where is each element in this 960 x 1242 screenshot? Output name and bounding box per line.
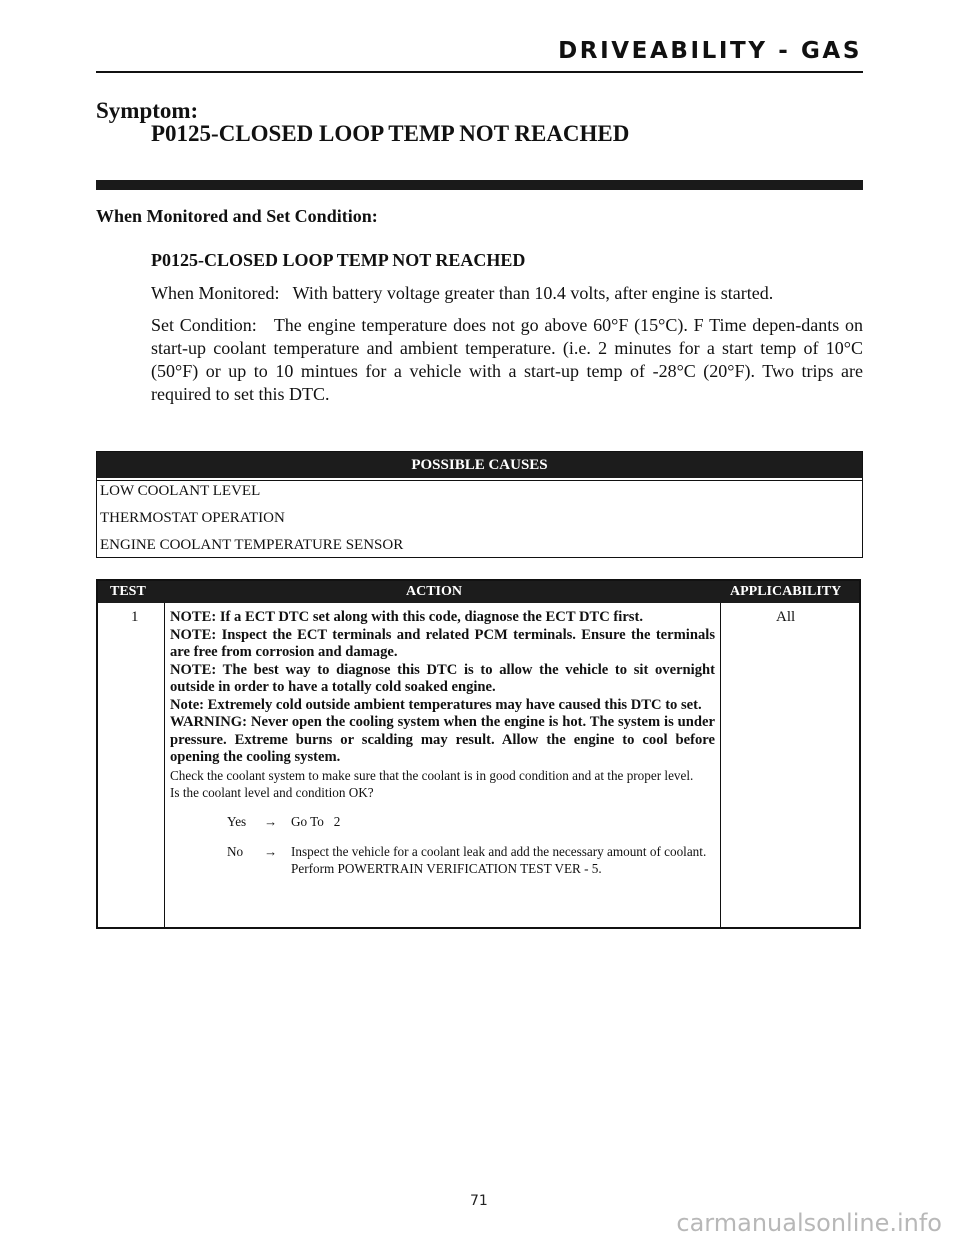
dtc-subtitle: P0125-CLOSED LOOP TEMP NOT REACHED [151, 250, 526, 270]
action-cell [170, 609, 715, 877]
section-title: DRIVEABILITY - GAS [558, 38, 862, 64]
instruction-text: Check the coolant system to make sure that the coolant is in good condition and at the proper level. [170, 767, 694, 783]
no-action [291, 843, 715, 877]
header-rule [96, 71, 863, 73]
possible-causes-box [96, 451, 863, 558]
cause-item: ENGINE COOLANT TEMPERATURE SENSOR [100, 537, 404, 553]
note-text: NOTE: Inspect the ECT terminals and related PCM terminals. Ensure the terminals are free from corrosion and damage. [170, 626, 715, 660]
set-condition-text: Set Condition: The engine temperature does not go above 60°F (15°C). F Time depen-dants on start-up coolant temperature and ambient temperature. (i.e. 2 minutes for a start temp of 10°C (50°F) or up to 10 mintues for a vehicle with a start-up temp of -28°C (20°F). Two trips are required to set this DTC. [151, 315, 868, 404]
yes-label: Yes [227, 813, 247, 829]
arrow-right-icon: → [264, 813, 278, 829]
answer-yes [170, 813, 715, 830]
header-applicability: APPLICABILITY [730, 584, 842, 599]
symptom-code: P0125-CLOSED LOOP TEMP NOT REACHED [151, 121, 630, 146]
test-table [96, 579, 861, 929]
section-divider [96, 180, 863, 190]
test-number: 1 [131, 609, 139, 625]
note-text: Note: Extremely cold outside ambient temperatures may have caused this DTC to set. [170, 696, 702, 713]
monitor-heading: When Monitored and Set Condition: [96, 206, 378, 226]
no-action-line: Perform POWERTRAIN VERIFICATION TEST VER - 5. [291, 860, 602, 876]
page-number: 71 [470, 1193, 488, 1209]
cause-item: LOW COOLANT LEVEL [100, 483, 261, 499]
test-table-header [98, 581, 859, 603]
question-text: Is the coolant level and condition OK? [170, 784, 374, 800]
note-text: NOTE: If a ECT DTC set along with this code, diagnose the ECT DTC first. [170, 609, 643, 625]
when-monitored-text: When Monitored: With battery voltage greater than 10.4 volts, after engine is started. [151, 283, 774, 303]
yes-action: Go To 2 [291, 813, 341, 829]
warning-text: WARNING: Never open the cooling system when the engine is hot. The system is under pressure. Extreme burns or scalding may result. Allow the engine to cool before opening the cooling system. [170, 714, 715, 765]
causes-divider [97, 480, 862, 481]
header-action: ACTION [406, 584, 463, 599]
symptom-label: Symptom: [96, 98, 199, 123]
applicability-value: All [776, 609, 796, 625]
note-text: NOTE: The best way to diagnose this DTC is to allow the vehicle to sit overnight outside in order to have a totally cold soaked engine. [170, 661, 715, 695]
no-label: No [227, 843, 244, 859]
column-divider [720, 603, 721, 929]
cause-item: THERMOSTAT OPERATION [100, 510, 285, 526]
possible-causes-header: POSSIBLE CAUSES [97, 452, 862, 478]
watermark: carmanualsonline.info [676, 1209, 942, 1237]
header-test: TEST [110, 584, 146, 599]
answer-no [170, 843, 715, 877]
column-divider [164, 603, 165, 929]
arrow-right-icon: → [264, 843, 278, 859]
no-action-line: Inspect the vehicle for a coolant leak and add the necessary amount of coolant. [291, 843, 707, 859]
